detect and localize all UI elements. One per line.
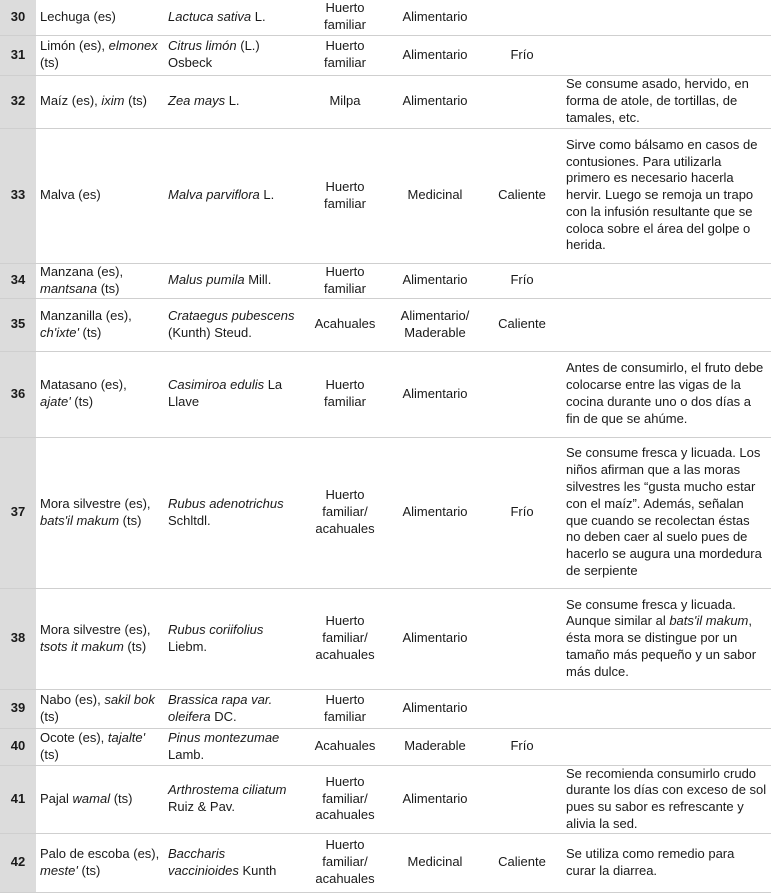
scientific-name-cell xyxy=(164,128,302,263)
table-row xyxy=(0,298,771,351)
row-number: 41 xyxy=(0,765,36,833)
table-row xyxy=(0,689,771,728)
text-run: Kunth xyxy=(238,862,277,878)
notes-cell xyxy=(562,689,771,728)
scientific-name-cell xyxy=(164,263,302,298)
use-cell: Alimentario xyxy=(388,765,482,833)
habitat-cell: Huerto familiar xyxy=(302,35,388,75)
text-run: Malva (es) xyxy=(40,187,101,203)
habitat-cell: Huerto familiar/ acahuales xyxy=(302,833,388,892)
temperature-cell: Frío xyxy=(482,728,562,765)
table-row xyxy=(0,35,771,75)
notes-cell xyxy=(562,0,771,35)
table-row xyxy=(0,437,771,588)
habitat-cell: Huerto familiar xyxy=(302,351,388,437)
scientific-name-cell xyxy=(164,437,302,588)
row-number: 35 xyxy=(0,298,36,351)
habitat-cell: Huerto familiar xyxy=(302,689,388,728)
italic-text: elmonex xyxy=(108,38,158,54)
table-row xyxy=(0,75,771,128)
common-name-cell xyxy=(36,437,164,588)
text-run: Se recomienda consumirlo crudo durante los días con exceso de sol pues su sabor es refrescante y alivia la sed. xyxy=(566,765,767,831)
text-run: (ts) xyxy=(40,55,59,70)
text-run: Mora silvestre (es), xyxy=(40,495,151,511)
text-run: (L.) Osbeck xyxy=(168,38,260,70)
notes-cell xyxy=(562,75,771,128)
text-run: (ts) xyxy=(40,746,59,762)
text-run: L. xyxy=(251,8,266,24)
temperature-cell xyxy=(482,689,562,728)
scientific-name-cell xyxy=(164,0,302,35)
use-cell: Maderable xyxy=(388,728,482,765)
row-number: 33 xyxy=(0,128,36,263)
text-run: Nabo (es), xyxy=(40,691,105,707)
habitat-cell: Huerto familiar xyxy=(302,263,388,298)
scientific-name-cell xyxy=(164,765,302,833)
notes-cell xyxy=(562,728,771,765)
temperature-cell: Frío xyxy=(482,437,562,588)
text-run: Manzanilla (es), xyxy=(40,307,132,323)
text-run: Se consume fresca y licuada. Aunque similar al xyxy=(566,596,736,629)
text-run: (ts) xyxy=(124,93,147,109)
table-row xyxy=(0,588,771,689)
italic-text: wamal xyxy=(72,790,111,806)
row-number: 34 xyxy=(0,263,36,298)
row-number: 40 xyxy=(0,728,36,765)
italic-text: meste' xyxy=(40,862,78,878)
text-run: Mora silvestre (es), xyxy=(40,621,151,637)
table-row xyxy=(0,0,771,35)
text-run: Lamb. xyxy=(168,746,205,762)
row-number: 30 xyxy=(0,0,36,35)
table-row xyxy=(0,263,771,298)
text-run: Maíz (es), xyxy=(40,93,102,109)
italic-text: ch'ixte' xyxy=(40,324,79,340)
italic-text: Brassica rapa var. oleifera xyxy=(168,691,273,724)
text-run: Manzana (es), xyxy=(40,263,124,279)
italic-text: sakil bok xyxy=(104,691,155,707)
text-run: Ruiz & Pav. xyxy=(168,799,235,815)
temperature-cell: Caliente xyxy=(482,128,562,263)
italic-text: Crataegus pubescens xyxy=(168,307,295,323)
temperature-cell xyxy=(482,765,562,833)
table-row xyxy=(0,728,771,765)
common-name-cell xyxy=(36,728,164,765)
use-cell: Medicinal xyxy=(388,128,482,263)
row-number: 42 xyxy=(0,833,36,892)
text-run: (ts) xyxy=(119,512,142,528)
use-cell: Alimentario xyxy=(388,35,482,75)
notes-cell xyxy=(562,588,771,689)
italic-text: tsots it makum xyxy=(40,638,124,654)
use-cell: Alimentario xyxy=(388,351,482,437)
text-run: Schltdl. xyxy=(168,512,211,528)
habitat-cell: Huerto familiar xyxy=(302,0,388,35)
text-run: (ts) xyxy=(78,324,102,340)
row-number: 37 xyxy=(0,437,36,588)
text-run: (ts) xyxy=(110,790,133,806)
common-name-cell xyxy=(36,833,164,892)
row-number: 38 xyxy=(0,588,36,689)
italic-text: Lactuca sativa xyxy=(168,8,252,24)
text-run: (Kunth) Steud. xyxy=(168,324,252,340)
italic-text: Casimiroa edulis xyxy=(168,377,265,393)
italic-text: Pinus montezumae xyxy=(168,729,280,745)
scientific-name-cell xyxy=(164,833,302,892)
text-run: Limón (es), xyxy=(40,38,109,54)
text-run: Se consume fresca y licuada. Los niños afirman que a las moras silvestres les “gusta mucho estar con el maíz”. Además, señalan que cuando se recolectan éstas no deben caer al suelo pues de hacerlo se augura una mordedura de serpiente xyxy=(566,445,762,578)
common-name-cell xyxy=(36,128,164,263)
italic-text: Zea mays xyxy=(168,93,226,109)
notes-cell xyxy=(562,128,771,263)
common-name-cell xyxy=(36,75,164,128)
temperature-cell xyxy=(482,0,562,35)
text-run: (ts) xyxy=(70,394,94,409)
italic-text: ajate' xyxy=(40,394,71,409)
notes-cell xyxy=(562,765,771,833)
common-name-cell xyxy=(36,0,164,35)
temperature-cell xyxy=(482,75,562,128)
italic-text: Rubus adenotrichus xyxy=(168,495,284,511)
text-run: (ts) xyxy=(97,280,120,296)
text-run: Antes de consumirlo, el fruto debe colocarse entre las vigas de la cocina durante uno o dos días a fin de que se ahúme. xyxy=(566,360,764,426)
temperature-cell: Caliente xyxy=(482,833,562,892)
use-cell: Alimentario xyxy=(388,75,482,128)
scientific-name-cell xyxy=(164,298,302,351)
use-cell: Alimentario xyxy=(388,0,482,35)
table-row xyxy=(0,128,771,263)
use-cell: Alimentario xyxy=(388,263,482,298)
temperature-cell: Frío xyxy=(482,35,562,75)
row-number: 32 xyxy=(0,75,36,128)
temperature-cell xyxy=(482,351,562,437)
scientific-name-cell xyxy=(164,35,302,75)
text-run: Ocote (es), xyxy=(40,729,108,745)
habitat-cell: Huerto familiar/ acahuales xyxy=(302,437,388,588)
text-run: (ts) xyxy=(123,638,147,654)
common-name-cell xyxy=(36,765,164,833)
notes-cell xyxy=(562,437,771,588)
text-run: (ts) xyxy=(40,708,59,724)
italic-text: ixim xyxy=(101,93,125,109)
text-run: Se utiliza como remedio para curar la diarrea. xyxy=(566,845,735,878)
habitat-cell: Acahuales xyxy=(302,298,388,351)
row-number: 31 xyxy=(0,35,36,75)
text-run: L. xyxy=(259,187,275,203)
scientific-name-cell xyxy=(164,728,302,765)
text-run: Pajal xyxy=(40,790,73,806)
text-run: La Llave xyxy=(168,377,283,409)
habitat-cell: Huerto familiar/ acahuales xyxy=(302,588,388,689)
row-number: 39 xyxy=(0,689,36,728)
italic-text: Rubus coriifolius xyxy=(168,621,264,637)
notes-cell xyxy=(562,263,771,298)
text-run: Matasano (es), xyxy=(40,377,127,393)
notes-cell xyxy=(562,351,771,437)
table-row xyxy=(0,351,771,437)
use-cell: Alimentario/ Maderable xyxy=(388,298,482,351)
italic-text: bats'il makum xyxy=(669,613,749,629)
text-run: Mill. xyxy=(244,272,272,288)
italic-text: bats'il makum xyxy=(40,512,120,528)
temperature-cell xyxy=(482,588,562,689)
habitat-cell: Milpa xyxy=(302,75,388,128)
text-run: (ts) xyxy=(77,862,101,878)
notes-cell xyxy=(562,833,771,892)
italic-text: Malva parviflora xyxy=(168,187,260,203)
italic-text: Baccharis vaccinioides xyxy=(168,845,239,878)
common-name-cell xyxy=(36,298,164,351)
temperature-cell: Frío xyxy=(482,263,562,298)
table-row xyxy=(0,833,771,892)
temperature-cell: Caliente xyxy=(482,298,562,351)
text-run: Liebm. xyxy=(168,638,208,654)
habitat-cell: Acahuales xyxy=(302,728,388,765)
use-cell: Alimentario xyxy=(388,437,482,588)
notes-cell xyxy=(562,298,771,351)
italic-text: Arthrostema ciliatum xyxy=(168,782,287,798)
italic-text: tajalte' xyxy=(107,729,146,745)
text-run: Se consume asado, hervido, en forma de atole, de tortillas, de tamales, etc. xyxy=(566,76,749,125)
scientific-name-cell xyxy=(164,75,302,128)
italic-text: mantsana xyxy=(40,280,98,296)
use-cell: Alimentario xyxy=(388,588,482,689)
scientific-name-cell xyxy=(164,689,302,728)
common-name-cell xyxy=(36,35,164,75)
text-run: Lechuga (es) xyxy=(40,8,116,24)
scientific-name-cell xyxy=(164,351,302,437)
notes-cell xyxy=(562,35,771,75)
common-name-cell xyxy=(36,689,164,728)
text-run: L. xyxy=(225,93,240,109)
row-number: 36 xyxy=(0,351,36,437)
table-row xyxy=(0,765,771,833)
common-name-cell xyxy=(36,588,164,689)
use-cell: Medicinal xyxy=(388,833,482,892)
habitat-cell: Huerto familiar/ acahuales xyxy=(302,765,388,833)
italic-text: Malus pumila xyxy=(168,272,245,288)
text-run: , ésta mora se distingue por un tamaño más pequeño y un sabor más dulce. xyxy=(566,613,757,679)
text-run: Sirve como bálsamo en casos de contusiones. Para utilizarla primero es necesario hacerla hervir. Luego se remoja un trapo con la infusión resultante que se coloca sobre el área del golpe o herida. xyxy=(566,136,758,253)
common-name-cell xyxy=(36,263,164,298)
use-cell: Alimentario xyxy=(388,689,482,728)
italic-text: Citrus limón xyxy=(168,38,237,54)
text-run: Palo de escoba (es), xyxy=(40,845,160,861)
common-name-cell xyxy=(36,351,164,437)
text-run: DC. xyxy=(210,708,237,724)
scientific-name-cell xyxy=(164,588,302,689)
habitat-cell: Huerto familiar xyxy=(302,128,388,263)
